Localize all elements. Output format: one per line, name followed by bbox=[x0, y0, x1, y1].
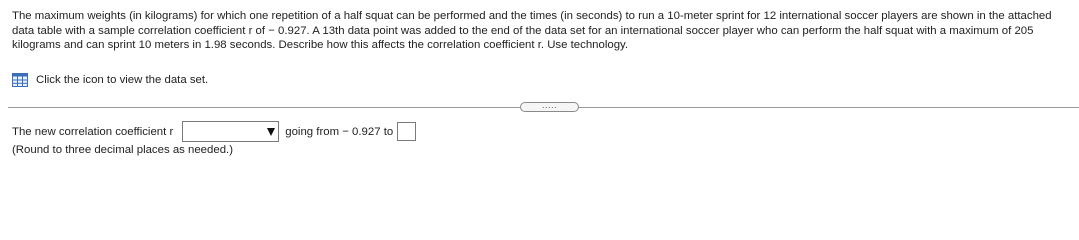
rounding-instruction-partial: (Round to three decimal places as needed.) bbox=[12, 144, 233, 156]
view-data-set-link[interactable] bbox=[12, 73, 208, 87]
correlation-change-dropdown[interactable] bbox=[182, 121, 279, 142]
data-table-icon[interactable] bbox=[12, 73, 28, 87]
question-text: The maximum weights (in kilograms) for which one repetition of a half squat can be performed and the times (in seconds) to run a 10-meter sprint for 12 international soccer players are shown in the attached data table with a sample correlation coefficient r of − 0.927. A 13th data point was added to the end of the data set for an international soccer player who can perform the half squat with a maximum of 205 kilograms and can sprint 10 meters in 1.98 seconds. Describe how this affects the correlation coefficient r. Use technology. bbox=[12, 10, 1052, 51]
answer-middle-text: going from − 0.927 to bbox=[285, 125, 394, 138]
answer-row bbox=[12, 121, 416, 142]
dropdown-arrow-icon[interactable] bbox=[267, 128, 275, 136]
answer-prefix-text: The new correlation coefficient r bbox=[12, 125, 174, 138]
view-data-set-label[interactable]: Click the icon to view the data set. bbox=[36, 74, 209, 86]
new-r-input[interactable] bbox=[397, 122, 416, 141]
expand-collapse-button[interactable] bbox=[520, 102, 579, 112]
expand-dots-icon: ..... bbox=[541, 100, 557, 110]
